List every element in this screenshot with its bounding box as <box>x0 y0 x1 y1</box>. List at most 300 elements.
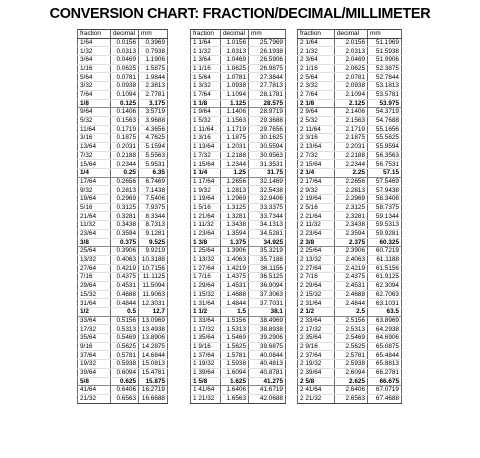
table-row <box>78 360 168 369</box>
decimal-cell: 1.4844 <box>221 299 249 308</box>
decimal-cell: 0.5938 <box>111 360 139 369</box>
fraction-cell: 1 9/16 <box>191 342 221 351</box>
fraction-cell: 2 1/4 <box>298 169 335 178</box>
decimal-cell: 1.1875 <box>221 134 249 143</box>
mm-cell: 39.6875 <box>249 342 286 351</box>
decimal-cell: 2.1094 <box>335 90 368 99</box>
header-fraction: fraction <box>298 30 335 39</box>
decimal-cell: 1.4375 <box>221 273 249 282</box>
fraction-cell: 2 9/16 <box>298 342 335 351</box>
mm-cell: 10.7156 <box>139 264 168 273</box>
mm-cell: 59.5313 <box>368 221 402 230</box>
table-row <box>298 221 402 230</box>
decimal-cell: 1.4063 <box>221 255 249 264</box>
table-row <box>78 368 168 377</box>
mm-cell: 16.2719 <box>139 386 168 395</box>
decimal-cell: 1.375 <box>221 238 249 247</box>
table-row <box>191 377 286 386</box>
fraction-cell: 7/32 <box>78 151 111 160</box>
mm-cell: 32.5438 <box>249 186 286 195</box>
mm-cell: 40.8781 <box>249 368 286 377</box>
fraction-cell: 25/64 <box>78 247 111 256</box>
mm-cell: 54.7688 <box>368 116 402 125</box>
decimal-cell: 2.125 <box>335 99 368 108</box>
mm-cell: 1.5875 <box>139 64 168 73</box>
table-row <box>298 368 402 377</box>
conversion-table-0-to-1 <box>77 29 168 404</box>
mm-cell: 41.6719 <box>249 386 286 395</box>
table-row <box>191 290 286 299</box>
decimal-cell: 2.625 <box>335 377 368 386</box>
table-row <box>298 360 402 369</box>
table-row <box>191 247 286 256</box>
mm-cell: 15.875 <box>139 377 168 386</box>
mm-cell: 7.1438 <box>139 186 168 195</box>
fraction-cell: 1 5/16 <box>191 203 221 212</box>
decimal-cell: 2.1719 <box>335 125 368 134</box>
fraction-cell: 1 17/32 <box>191 325 221 334</box>
decimal-cell: 0.5 <box>111 308 139 317</box>
fraction-cell: 5/16 <box>78 203 111 212</box>
decimal-cell: 1.1563 <box>221 116 249 125</box>
mm-cell: 5.1594 <box>139 142 168 151</box>
mm-cell: 25.7969 <box>249 38 286 47</box>
decimal-cell: 0.3438 <box>111 221 139 230</box>
decimal-cell: 2.4531 <box>335 281 368 290</box>
decimal-cell: 0.4688 <box>111 290 139 299</box>
decimal-cell: 2.5781 <box>335 351 368 360</box>
table-row <box>78 342 168 351</box>
table-row <box>298 229 402 238</box>
table-row <box>298 99 402 108</box>
decimal-cell: 2.4063 <box>335 255 368 264</box>
table-row <box>191 351 286 360</box>
table-row <box>78 186 168 195</box>
fraction-cell: 1 7/16 <box>191 273 221 282</box>
table-row <box>298 125 402 134</box>
decimal-cell: 1.6094 <box>221 368 249 377</box>
decimal-cell: 0.6094 <box>111 368 139 377</box>
mm-cell: 12.7 <box>139 308 168 317</box>
mm-cell: 56.7531 <box>368 160 402 169</box>
fraction-cell: 1 11/32 <box>191 221 221 230</box>
decimal-cell: 1.1719 <box>221 125 249 134</box>
mm-cell: 3.5719 <box>139 108 168 117</box>
mm-cell: 32.1469 <box>249 177 286 186</box>
fraction-cell: 1 35/64 <box>191 334 221 343</box>
table-row <box>191 273 286 282</box>
fraction-cell: 2 1/64 <box>298 38 335 47</box>
decimal-cell: 2.1563 <box>335 116 368 125</box>
table-row <box>191 116 286 125</box>
fraction-cell: 2 21/64 <box>298 212 335 221</box>
decimal-cell: 2.3281 <box>335 212 368 221</box>
mm-cell: 35.7188 <box>249 255 286 264</box>
table-row <box>298 134 402 143</box>
table-row <box>191 186 286 195</box>
fraction-cell: 1 25/64 <box>191 247 221 256</box>
table-row <box>298 203 402 212</box>
fraction-cell: 1 1/8 <box>191 99 221 108</box>
table-row <box>78 38 168 47</box>
table-row <box>78 203 168 212</box>
mm-cell: 57.15 <box>368 169 402 178</box>
header-decimal: decimal <box>335 30 368 39</box>
mm-cell: 40.0844 <box>249 351 286 360</box>
table-row <box>191 169 286 178</box>
header-mm: mm <box>368 30 402 39</box>
decimal-cell: 1.5938 <box>221 360 249 369</box>
table-row <box>298 177 402 186</box>
mm-cell: 41.275 <box>249 377 286 386</box>
fraction-cell: 5/64 <box>78 73 111 82</box>
header-mm: mm <box>249 30 286 39</box>
decimal-cell: 2.2344 <box>335 160 368 169</box>
table-row <box>78 273 168 282</box>
chart-title: CONVERSION CHART: FRACTION/DECIMAL/MILLIMETER <box>49 6 431 22</box>
decimal-cell: 1.3125 <box>221 203 249 212</box>
fraction-cell: 1 7/32 <box>191 151 221 160</box>
mm-cell: 36.1156 <box>249 264 286 273</box>
mm-cell: 9.525 <box>139 238 168 247</box>
decimal-cell: 1.4531 <box>221 281 249 290</box>
mm-cell: 42.0688 <box>249 394 286 403</box>
table-row <box>78 56 168 65</box>
table-row <box>298 325 402 334</box>
table-row <box>78 73 168 82</box>
decimal-cell: 1.2188 <box>221 151 249 160</box>
fraction-cell: 2 41/64 <box>298 386 335 395</box>
fraction-cell: 1 11/64 <box>191 125 221 134</box>
table-row <box>191 38 286 47</box>
decimal-cell: 2.3438 <box>335 221 368 230</box>
mm-cell: 26.9875 <box>249 64 286 73</box>
fraction-cell: 2 5/16 <box>298 203 335 212</box>
decimal-cell: 0.1563 <box>111 116 139 125</box>
decimal-cell: 1.6406 <box>221 386 249 395</box>
table-row <box>78 281 168 290</box>
decimal-cell: 0.125 <box>111 99 139 108</box>
mm-cell: 33.3375 <box>249 203 286 212</box>
fraction-cell: 1 3/16 <box>191 134 221 143</box>
decimal-cell: 1.0625 <box>221 64 249 73</box>
fraction-cell: 1/4 <box>78 169 111 178</box>
decimal-cell: 0.2656 <box>111 177 139 186</box>
decimal-cell: 0.6406 <box>111 386 139 395</box>
fraction-cell: 1 5/8 <box>191 377 221 386</box>
fraction-cell: 2 27/64 <box>298 264 335 273</box>
fraction-cell: 2 5/32 <box>298 116 335 125</box>
mm-cell: 64.6906 <box>368 334 402 343</box>
fraction-cell: 1 37/64 <box>191 351 221 360</box>
table-header-row <box>78 30 168 39</box>
mm-cell: 51.5938 <box>368 47 402 56</box>
table-row <box>78 64 168 73</box>
mm-cell: 3.9688 <box>139 116 168 125</box>
decimal-cell: 1.625 <box>221 377 249 386</box>
fraction-cell: 2 1/2 <box>298 308 335 317</box>
decimal-cell: 1.2813 <box>221 186 249 195</box>
decimal-cell: 0.5625 <box>111 342 139 351</box>
fraction-cell: 1/64 <box>78 38 111 47</box>
table-row <box>78 290 168 299</box>
fraction-cell: 2 1/16 <box>298 64 335 73</box>
fraction-cell: 2 1/32 <box>298 47 335 56</box>
decimal-cell: 2.5469 <box>335 334 368 343</box>
mm-cell: 11.1125 <box>139 273 168 282</box>
decimal-cell: 1.6563 <box>221 394 249 403</box>
mm-cell: 5.5563 <box>139 151 168 160</box>
decimal-cell: 0.0781 <box>111 73 139 82</box>
decimal-cell: 1.5313 <box>221 325 249 334</box>
mm-cell: 55.9594 <box>368 142 402 151</box>
mm-cell: 10.3188 <box>139 255 168 264</box>
mm-cell: 61.1188 <box>368 255 402 264</box>
mm-cell: 60.325 <box>368 238 402 247</box>
mm-cell: 58.7375 <box>368 203 402 212</box>
fraction-cell: 2 19/32 <box>298 360 335 369</box>
decimal-cell: 0.0313 <box>111 47 139 56</box>
fraction-cell: 39/64 <box>78 368 111 377</box>
fraction-cell: 1 23/64 <box>191 229 221 238</box>
mm-cell: 38.1 <box>249 308 286 317</box>
conversion-table-1-to-2 <box>190 29 286 404</box>
decimal-cell: 1.0469 <box>221 56 249 65</box>
decimal-cell: 2.25 <box>335 169 368 178</box>
decimal-cell: 0.2031 <box>111 142 139 151</box>
mm-cell: 30.5594 <box>249 142 286 151</box>
table-row <box>78 169 168 178</box>
table-row <box>78 90 168 99</box>
table-row <box>191 299 286 308</box>
fraction-cell: 15/32 <box>78 290 111 299</box>
mm-cell: 11.5094 <box>139 281 168 290</box>
header-decimal: decimal <box>111 30 139 39</box>
table-row <box>298 108 402 117</box>
table-row <box>191 255 286 264</box>
decimal-cell: 0.625 <box>111 377 139 386</box>
fraction-cell: 2 9/64 <box>298 108 335 117</box>
fraction-cell: 2 1/8 <box>298 99 335 108</box>
fraction-cell: 17/32 <box>78 325 111 334</box>
table-row <box>191 134 286 143</box>
fraction-cell: 37/64 <box>78 351 111 360</box>
fraction-cell: 31/64 <box>78 299 111 308</box>
mm-cell: 9.9219 <box>139 247 168 256</box>
mm-cell: 51.9906 <box>368 56 402 65</box>
mm-cell: 13.0969 <box>139 316 168 325</box>
fraction-cell: 2 37/64 <box>298 351 335 360</box>
fraction-cell: 1 41/64 <box>191 386 221 395</box>
table-row <box>78 386 168 395</box>
decimal-cell: 1.5156 <box>221 316 249 325</box>
decimal-cell: 2.1406 <box>335 108 368 117</box>
decimal-cell: 1.3438 <box>221 221 249 230</box>
decimal-cell: 2.0625 <box>335 64 368 73</box>
mm-cell: 66.2781 <box>368 368 402 377</box>
mm-cell: 56.3563 <box>368 151 402 160</box>
mm-cell: 15.0813 <box>139 360 168 369</box>
table-row <box>298 82 402 91</box>
fraction-cell: 1 27/64 <box>191 264 221 273</box>
table-row <box>78 325 168 334</box>
table-row <box>78 177 168 186</box>
fraction-cell: 13/64 <box>78 142 111 151</box>
decimal-cell: 2.0313 <box>335 47 368 56</box>
fraction-cell: 7/16 <box>78 273 111 282</box>
mm-cell: 26.5906 <box>249 56 286 65</box>
mm-cell: 63.1031 <box>368 299 402 308</box>
table-row <box>191 90 286 99</box>
decimal-cell: 0.1094 <box>111 90 139 99</box>
mm-cell: 36.9094 <box>249 281 286 290</box>
table-row <box>298 73 402 82</box>
fraction-cell: 1 17/64 <box>191 177 221 186</box>
decimal-cell: 1.0938 <box>221 82 249 91</box>
table-row <box>298 56 402 65</box>
fraction-cell: 1 19/32 <box>191 360 221 369</box>
table-row <box>191 238 286 247</box>
mm-cell: 7.5406 <box>139 195 168 204</box>
mm-cell: 4.7625 <box>139 134 168 143</box>
decimal-cell: 2.375 <box>335 238 368 247</box>
table-row <box>298 299 402 308</box>
table-row <box>78 99 168 108</box>
decimal-cell: 2.5625 <box>335 342 368 351</box>
fraction-cell: 33/64 <box>78 316 111 325</box>
fraction-cell: 2 33/64 <box>298 316 335 325</box>
mm-cell: 61.5156 <box>368 264 402 273</box>
fraction-cell: 1 5/64 <box>191 73 221 82</box>
decimal-cell: 1.3281 <box>221 212 249 221</box>
header-fraction: fraction <box>78 30 111 39</box>
decimal-cell: 2.2188 <box>335 151 368 160</box>
table-row <box>78 151 168 160</box>
fraction-cell: 2 5/8 <box>298 377 335 386</box>
decimal-cell: 1.5469 <box>221 334 249 343</box>
fraction-cell: 1 19/64 <box>191 195 221 204</box>
fraction-cell: 2 7/32 <box>298 151 335 160</box>
fraction-cell: 1 9/64 <box>191 108 221 117</box>
decimal-cell: 0.4219 <box>111 264 139 273</box>
table-row <box>191 264 286 273</box>
table-row <box>298 316 402 325</box>
mm-cell: 2.3813 <box>139 82 168 91</box>
mm-cell: 39.2906 <box>249 334 286 343</box>
decimal-cell: 2.5 <box>335 308 368 317</box>
fraction-cell: 29/64 <box>78 281 111 290</box>
table-row <box>78 334 168 343</box>
table-header-row <box>191 30 286 39</box>
table-row <box>298 151 402 160</box>
fraction-cell: 1 21/64 <box>191 212 221 221</box>
table-row <box>78 212 168 221</box>
decimal-cell: 0.5469 <box>111 334 139 343</box>
fraction-cell: 2 25/64 <box>298 247 335 256</box>
table-header-row <box>298 30 402 39</box>
table-row <box>78 82 168 91</box>
decimal-cell: 0.3281 <box>111 212 139 221</box>
fraction-cell: 1 3/64 <box>191 56 221 65</box>
fraction-cell: 5/32 <box>78 116 111 125</box>
decimal-cell: 0.2813 <box>111 186 139 195</box>
table-row <box>298 273 402 282</box>
table-row <box>78 134 168 143</box>
mm-cell: 11.9063 <box>139 290 168 299</box>
decimal-cell: 1.4219 <box>221 264 249 273</box>
mm-cell: 28.1781 <box>249 90 286 99</box>
fraction-cell: 17/64 <box>78 177 111 186</box>
mm-cell: 34.925 <box>249 238 286 247</box>
mm-cell: 28.575 <box>249 99 286 108</box>
fraction-cell: 1 31/64 <box>191 299 221 308</box>
fraction-cell: 1 39/64 <box>191 368 221 377</box>
table-row <box>298 264 402 273</box>
mm-cell: 53.5781 <box>368 90 402 99</box>
table-row <box>191 316 286 325</box>
fraction-cell: 2 29/64 <box>298 281 335 290</box>
mm-cell: 65.0875 <box>368 342 402 351</box>
table-row <box>298 47 402 56</box>
mm-cell: 12.3031 <box>139 299 168 308</box>
decimal-cell: 2.4844 <box>335 299 368 308</box>
table-row <box>78 316 168 325</box>
decimal-cell: 0.4063 <box>111 255 139 264</box>
mm-cell: 29.3688 <box>249 116 286 125</box>
decimal-cell: 1.1406 <box>221 108 249 117</box>
mm-cell: 33.7344 <box>249 212 286 221</box>
fraction-cell: 21/64 <box>78 212 111 221</box>
fraction-cell: 1 29/64 <box>191 281 221 290</box>
decimal-cell: 0.0625 <box>111 64 139 73</box>
decimal-cell: 1.5781 <box>221 351 249 360</box>
fraction-cell: 2 3/64 <box>298 56 335 65</box>
mm-cell: 4.3656 <box>139 125 168 134</box>
fraction-cell: 2 3/16 <box>298 134 335 143</box>
decimal-cell: 0.4531 <box>111 281 139 290</box>
fraction-cell: 19/32 <box>78 360 111 369</box>
decimal-cell: 1.0156 <box>221 38 249 47</box>
table-row <box>78 116 168 125</box>
fraction-cell: 23/64 <box>78 229 111 238</box>
decimal-cell: 1.3906 <box>221 247 249 256</box>
decimal-cell: 1.5 <box>221 308 249 317</box>
header-decimal: decimal <box>221 30 249 39</box>
mm-cell: 53.975 <box>368 99 402 108</box>
mm-cell: 35.3219 <box>249 247 286 256</box>
decimal-cell: 1.1094 <box>221 90 249 99</box>
decimal-cell: 0.1719 <box>111 125 139 134</box>
fraction-cell: 35/64 <box>78 334 111 343</box>
fraction-cell: 2 17/32 <box>298 325 335 334</box>
fraction-cell: 3/64 <box>78 56 111 65</box>
table-row <box>191 212 286 221</box>
fraction-cell: 15/64 <box>78 160 111 169</box>
fraction-cell: 2 11/64 <box>298 125 335 134</box>
decimal-cell: 2.0156 <box>335 38 368 47</box>
mm-cell: 37.3063 <box>249 290 286 299</box>
table-row <box>191 334 286 343</box>
mm-cell: 62.3094 <box>368 281 402 290</box>
table-row <box>191 368 286 377</box>
table-row <box>191 73 286 82</box>
fraction-cell: 9/64 <box>78 108 111 117</box>
decimal-cell: 2.0938 <box>335 82 368 91</box>
fraction-cell: 3/32 <box>78 82 111 91</box>
table-row <box>298 64 402 73</box>
header-mm: mm <box>139 30 168 39</box>
decimal-cell: 0.25 <box>111 169 139 178</box>
